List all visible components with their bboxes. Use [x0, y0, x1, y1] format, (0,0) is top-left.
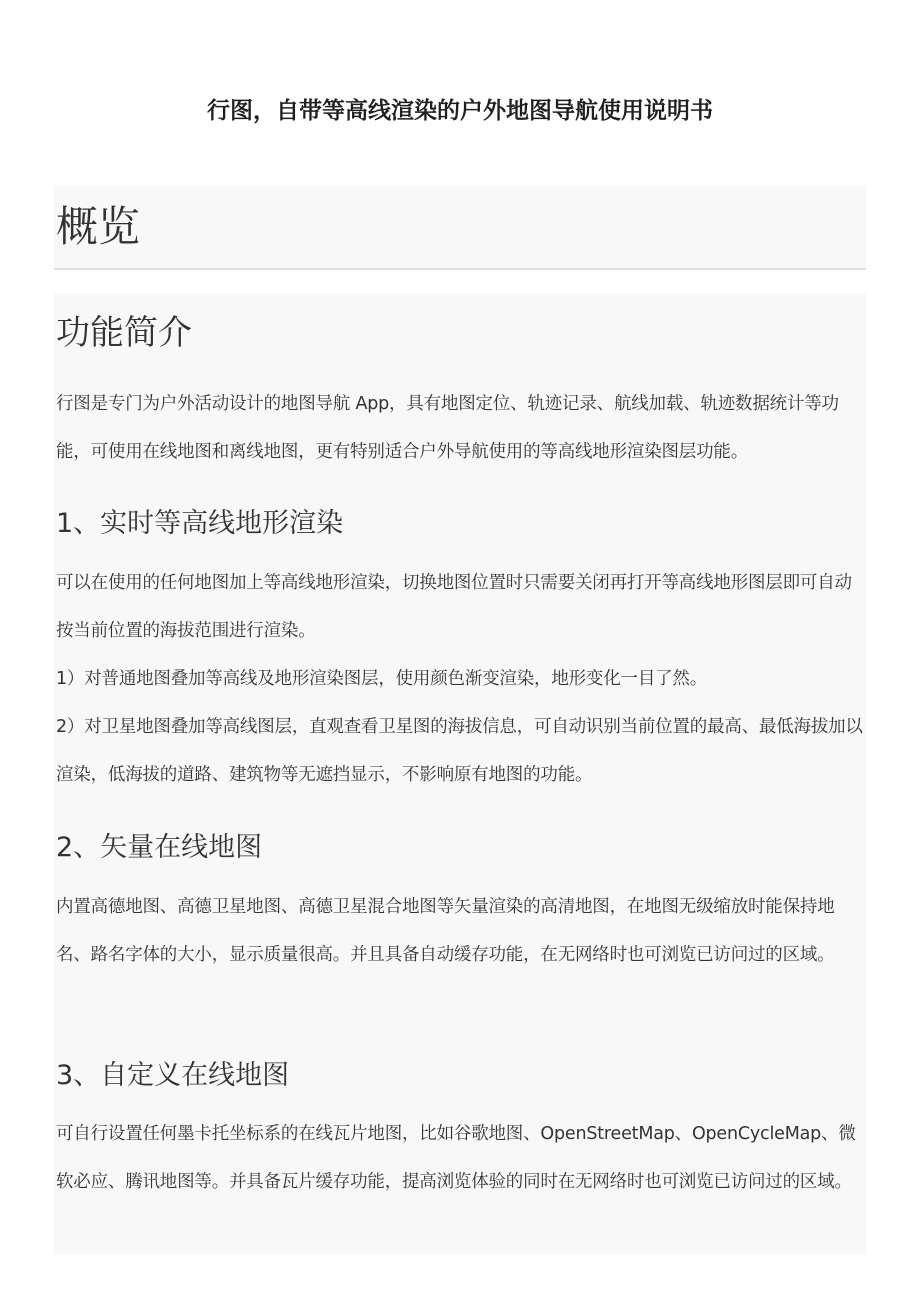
document-title: 行图，自带等高线渲染的户外地图导航使用说明书 [207, 97, 713, 124]
vector-map-paragraph: 内置高德地图、高德卫星地图、高德卫星混合地图等矢量渲染的高清地图，在地图无级缩放时能保持地名、路名字体的大小，显示质量很高。并且具备自动缓存功能，在无网络时也可浏览已访问过的区域。 [56, 897, 835, 965]
overview-section [54, 186, 866, 270]
section-heading-contour: 1、实时等高线地形渲染 [56, 508, 344, 539]
contour-paragraph-1: 可以在使用的任何地图加上等高线地形渲染，切换地图位置时只需要关闭再打开等高线地形图层即可自动按当前位置的海拔范围进行渲染。 [56, 573, 852, 641]
overview-heading: 概览 [56, 202, 141, 251]
features-heading: 功能简介 [56, 313, 192, 353]
features-section [54, 293, 866, 1254]
intro-paragraph: 行图是专门为户外活动设计的地图导航 App，具有地图定位、轨迹记录、航线加载、轨迹数据统计等功能，可使用在线地图和离线地图，更有特别适合户外导航使用的等高线地形渲染图层功能。 [56, 394, 839, 462]
custom-map-paragraph: 可自行设置任何墨卡托坐标系的在线瓦片地图，比如谷歌地图、OpenStreetMap、OpenCycleMap、微软必应、腾讯地图等。并具备瓦片缓存功能，提高浏览体验的同时在无网络时也可浏览已访问过的区域。 [56, 1124, 856, 1192]
contour-paragraph-2: 1）对普通地图叠加等高线及地形渲染图层，使用颜色渐变渲染，地形变化一目了然。 [56, 669, 708, 689]
section-heading-vector-map: 2、矢量在线地图 [56, 832, 263, 863]
contour-paragraph-3: 2）对卫星地图叠加等高线图层，直观查看卫星图的海拔信息，可自动识别当前位置的最高、最低海拔加以渲染，低海拔的道路、建筑物等无遮挡显示，不影响原有地图的功能。 [56, 717, 863, 785]
section-heading-custom-map: 3、自定义在线地图 [56, 1060, 290, 1091]
